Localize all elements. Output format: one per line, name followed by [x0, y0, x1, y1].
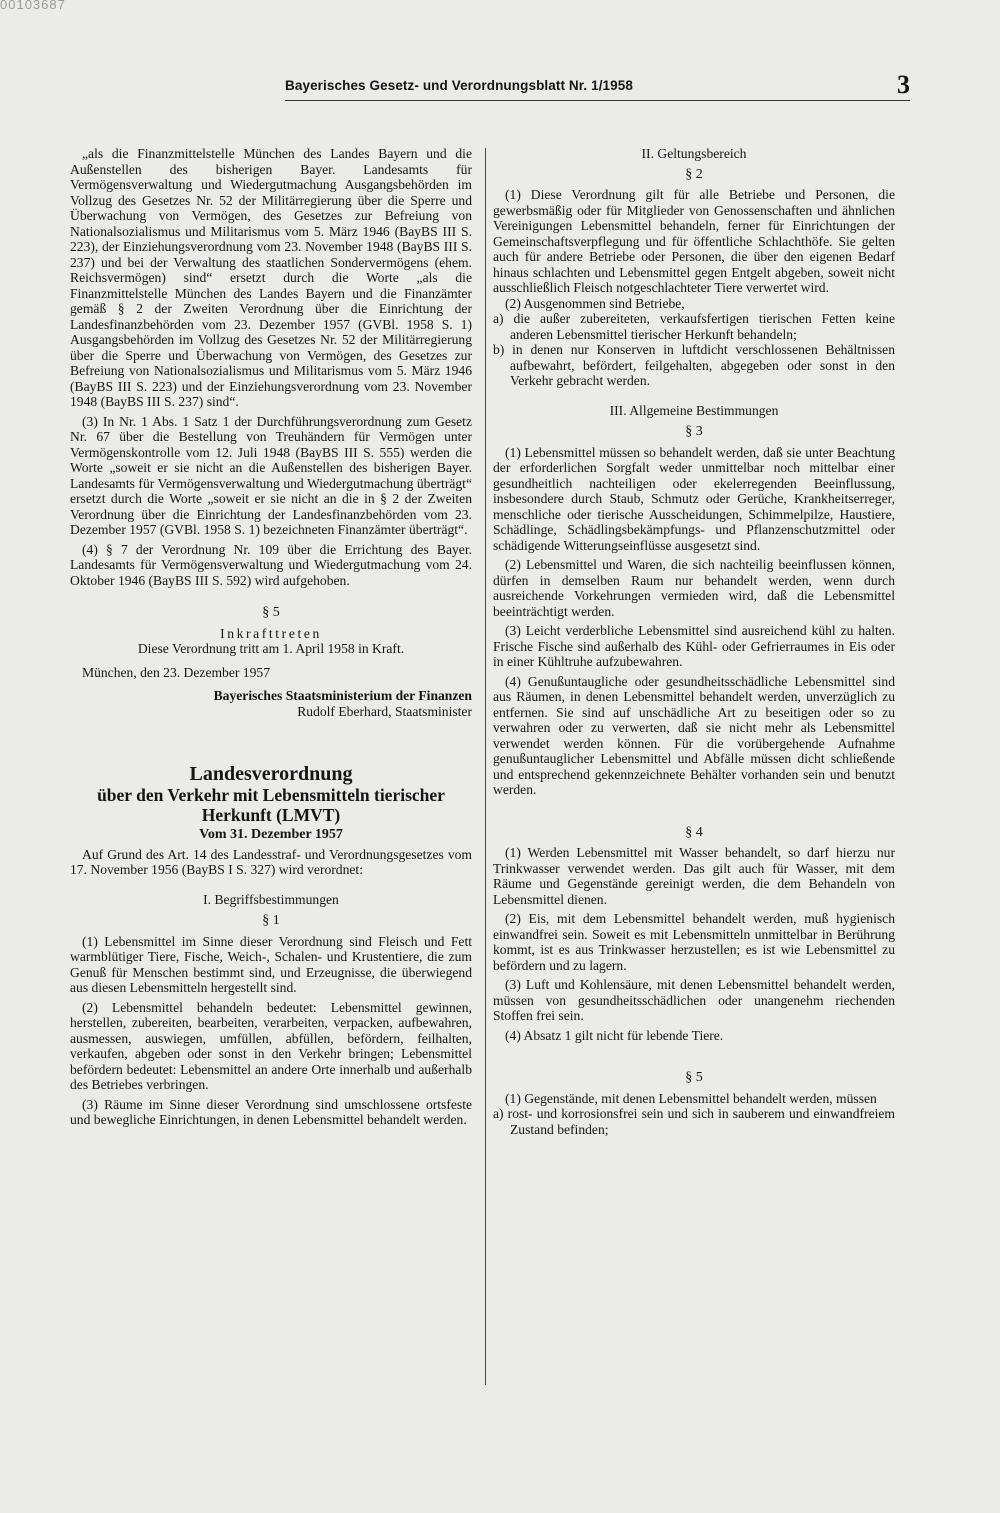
- section-2-item-b: b) in denen nur Konserven in luftdicht verschlossenen Behältnissen aufbewahrt, befördert, feilgehalten, abgegeben oder sonst in den Verkehr gebracht werden.: [493, 342, 895, 388]
- section-1-sign: § 1: [262, 913, 280, 928]
- left-column: [70, 146, 472, 1128]
- preamble: Auf Grund des Art. 14 des Landesstraf- und Verordnungsgesetzes vom 17. November 1956 (BayBS I S. 327) wird verordnet:: [70, 846, 472, 877]
- part-1-heading: I. Begriffsbestimmungen: [203, 891, 339, 907]
- page-number: 3: [897, 70, 910, 99]
- section-3-para-2: (2) Lebensmittel und Waren, die sich nachteilig beeinflussen können, dürfen in demselben Raum nur behandelt werden, wenn durch ausreichende Vorkehrungen vermieden wird, daß die Lebensmittel beeinträchtigt werden.: [493, 557, 895, 619]
- section-5-right-para-1: (1) Gegenstände, mit denen Lebensmittel behandelt werden, müssen: [505, 1090, 877, 1106]
- section-2-para-2: (2) Ausgenommen sind Betriebe,: [505, 295, 685, 311]
- part-3-heading: III. Allgemeine Bestimmungen: [609, 402, 779, 418]
- page-header: [285, 70, 910, 101]
- section-1-para-3: (3) Räume im Sinne dieser Verordnung sind umschlossene ortsfeste und bewegliche Einrichtungen, in denen Lebensmittel behandelt werden.: [70, 1096, 472, 1127]
- section-1-para-1: (1) Lebensmittel im Sinne dieser Verordnung sind Fleisch und Fett warmblütiger Tiere, Fische, Weich-, Schalen- und Krustentiere, die zum Genuß für Menschen bestimmt sind, und Erzeugnisse, die überwiegend aus diesen Lebensmitteln hergestellt sind.: [70, 933, 472, 995]
- ordinance-date: Vom 31. Dezember 1957: [199, 827, 343, 842]
- section-3-para-1: (1) Lebensmittel müssen so behandelt werden, daß sie unter Beachtung der erforderlichen Sorgfalt weder unmittelbar noch mittelbar einer gesundheitlich nachteiligen oder ekelerregenden Beeinflussung, insbesondere durch Staub, Schmutz oder Gerüche, Krankheitserreger, menschliche oder tierische Ausscheidungen, Schimmelpilze, Haustiere, Schädlinge, Schädlingsbekämpfungs- und Pflanzenschutzmittel oder schädigende Witterungseinflüsse ausgesetzt sind.: [493, 444, 895, 553]
- part-2-heading: II. Geltungsbereich: [641, 146, 747, 161]
- section-4-sign: § 4: [685, 824, 703, 840]
- section-5-sign: § 5: [262, 605, 280, 620]
- section-3-para-4: (4) Genußuntaugliche oder gesundheitsschädliche Lebensmittel sind aus Räumen, in denen Lebensmittel behandelt werden, unverzüglich zu entfernen. Sie sind auf unschädliche Art zu beseitigen oder so zu verwahren oder zu verwerten, daß sie nicht mehr als Lebensmittel verwendet werden können. Für die vorübergehende Aufnahme genußuntauglicher Lebensmittel und Abfälle müssen dicht schließende und entsprechend gekennzeichnete Behälter vorhanden sein und benutzt werden.: [493, 673, 895, 797]
- ministry-name: Bayerisches Staatsministerium der Finanzen: [213, 688, 472, 703]
- column-divider: [485, 148, 486, 1385]
- section-3-sign: § 3: [685, 424, 703, 439]
- amendment-text: „als die Finanzmittelstelle München des Landes Bayern und die Außenstellen des bisherigen Bayer. Landesamts für Vermögensverwaltung und Wiedergutmachung Ausgangsbehörden im Vollzug des Gesetzes Nr. 52 der Militärregierung über die Sperre und Überwachung von Vermögen, des Gesetzes zur Befreiung von Nationalsozialismus und Militarismus vom 5. März 1946 (BayBS III S. 223), der Einziehungsverordnung vom 23. November 1948 (BayBS III S. 237) und bei der Verwaltung des staatlichen Sondervermögens (ehem. Reichsvermögen) sind“ ersetzt durch die Worte „als die Finanzmittelstelle München des Landes Bayern und die Finanzämter gemäß § 2 der Zweiten Verordnung über die Einrichtung der Landesfinanzbehörden vom 23. Dezember 1957 (GVBl. 1958 S. 1) Ausgangsbehörden im Vollzug des Gesetzes Nr. 52 der Militärregierung über die Sperre und Überwachung von Vermögen, des Gesetzes zur Befreiung von Nationalsozialismus und Militarismus vom 5. März 1946 (BayBS III S. 223) und der Einziehungsverordnung vom 23. November 1948 (BayBS III S. 237) sind“.: [70, 146, 472, 409]
- section-5-text: Diese Verordnung tritt am 1. April 1958 in Kraft.: [137, 641, 405, 656]
- ordinance-subtitle-2: Herkunft (LMVT): [201, 805, 341, 825]
- section-5-right-sign: § 5: [685, 1070, 703, 1085]
- section-5-right-item-a: a) rost- und korrosionsfrei sein und sich in sauberem und einwandfreiem Zustand befinden;: [493, 1106, 895, 1137]
- section-2-item-a: a) die außer zubereiteten, verkaufsfertigen tierischen Fetten keine anderen Lebensmittel tierischer Herkunft behandeln;: [493, 311, 895, 342]
- section-4-para-4: (4) Absatz 1 gilt nicht für lebende Tiere.: [505, 1027, 724, 1043]
- section-4-para-3: (3) Luft und Kohlensäure, mit denen Lebensmittel behandelt werden, müssen von gesundheitsschädlichen oder unangenehm riechenden Stoffen frei sein.: [493, 977, 895, 1023]
- section-5-title: Inkrafttreten: [220, 625, 322, 641]
- ordinance-title: Landesverordnung: [189, 763, 353, 785]
- section-3-para-3: (3) Leicht verderbliche Lebensmittel sind ausreichend kühl zu halten. Frische Fische sind außerhalb des Kühl- oder Gefrierraumes in Eis oder in einer Kühltruhe aufzubewahren.: [493, 623, 895, 669]
- section-4-para-1: (1) Werden Lebensmittel mit Wasser behandelt, so darf hierzu nur Trinkwasser verwendet werden. Das gilt auch für Wasser, mit dem Räume und Gegenstände gereinigt werden, die dem Behandeln von Lebensmittel dienen.: [493, 845, 895, 907]
- gazette-title: Bayerisches Gesetz- und Verordnungsblatt Nr. 1/1958: [285, 78, 633, 93]
- section-4-para-2: (2) Eis, mit dem Lebensmittel behandelt werden, muß hygienisch einwandfrei sein. Soweit es mit Lebensmitteln unmittelbar in Berührung kommt, ist es aus Trinkwasser herzustellen; es ist wie Lebensmittel zu befördern und zu lagern.: [493, 911, 895, 973]
- right-column: [493, 146, 895, 1137]
- section-2-sign: § 2: [685, 166, 703, 182]
- paragraph-3: (3) In Nr. 1 Abs. 1 Satz 1 der Durchführungsverordnung zum Gesetz Nr. 67 über die Bestellung von Treuhändern für Vermögen unter Vermögenskontrolle vom 12. Juli 1948 (BayBS III S. 555) werden die Worte „soweit er sie nicht an die Außenstellen des bisherigen Bayer. Landesamts für Vermögensverwaltung und Wiedergutmachung überträgt“ ersetzt durch die Worte „soweit er sie nicht an die in § 2 der Zweiten Verordnung über die Einrichtung der Landesfinanzbehörden vom 23. Dezember 1957 (GVBl. 1958 S. 1) bezeichneten Finanzämter überträgt“.: [70, 413, 472, 537]
- ordinance-subtitle-1: über den Verkehr mit Lebensmitteln tierischer: [97, 785, 445, 805]
- place-date: München, den 23. Dezember 1957: [82, 664, 270, 680]
- section-2-para-1: (1) Diese Verordnung gilt für alle Betriebe und Personen, die gewerbsmäßig oder für Mitglieder von Genossenschaften und ähnlichen Vereinigungen Lebensmittel behandeln, ferner für Einrichtungen der Gemeinschaftsverpflegung und für öffentliche Schlachthöfe. Sie gelten auch für andere Betriebe oder Personen, die über den eigenen Bedarf hinaus schlachten und Lebensmittel gegen Entgelt abgeben, soweit nicht ausschließlich Fleisch notgeschlachteter Tiere verwertet wird.: [493, 187, 895, 295]
- paragraph-4: (4) § 7 der Verordnung Nr. 109 über die Errichtung des Bayer. Landesamts für Vermögensverwaltung und Wiedergutmachung vom 24. Oktober 1946 (BayBS III S. 592) wird aufgehoben.: [70, 541, 472, 588]
- archive-stamp: 00103687: [0, 0, 66, 12]
- section-1-para-2: (2) Lebensmittel behandeln bedeutet: Lebensmittel gewinnen, herstellen, zubereiten, bearbeiten, verarbeiten, verpacken, aufbewahren, ausmessen, auswiegen, umfüllen, abfüllen, befördern, feilhalten, verkaufen, abgeben oder sonst in den Verkehr bringen; Lebensmittel befördern bedeutet: Lebensmittel an andere Orte innerhalb und außerhalb des Betriebes verbringen.: [70, 999, 472, 1092]
- minister-signature: Rudolf Eberhard, Staatsminister: [297, 703, 472, 719]
